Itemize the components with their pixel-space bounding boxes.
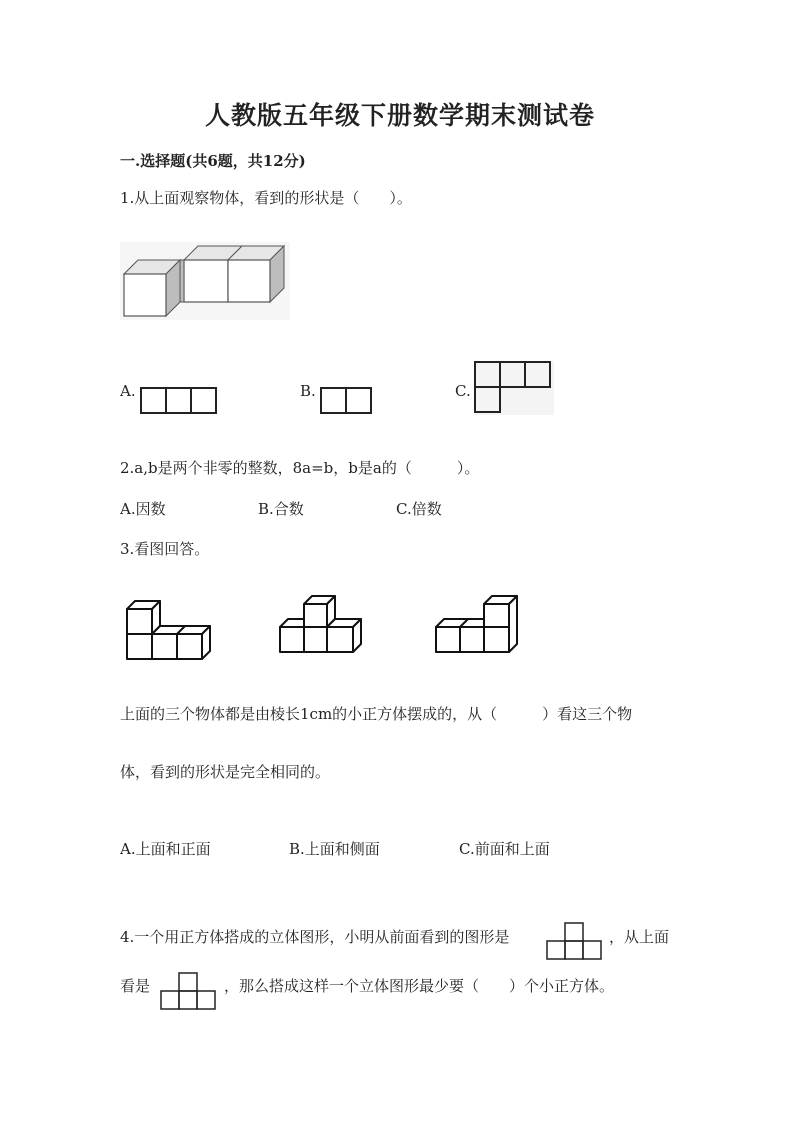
question-1-text: 1.从上面观察物体，看到的形状是（ ）。 (120, 189, 412, 207)
question-1-option-a[interactable]: A. (120, 382, 136, 400)
question-4-front-view-figure (546, 922, 604, 960)
question-4-text-part-4: ，那么搭成这样一个立体图形最少要（ ）个小正方体。 (224, 977, 615, 995)
question-2-option-c[interactable]: C.倍数 (396, 500, 442, 518)
right-cube (228, 260, 270, 302)
middle-cube (184, 260, 228, 302)
question-3-option-b[interactable]: B.上面和侧面 (289, 840, 380, 858)
question-3-figure-2 (277, 592, 367, 658)
front-cube (124, 274, 166, 316)
page-title: 人教版五年级下册数学期末测试卷 (204, 101, 595, 130)
question-1-option-b[interactable]: B. (300, 382, 316, 400)
question-3-figure-3 (433, 592, 523, 658)
question-3-option-a[interactable]: A.上面和正面 (120, 840, 211, 858)
option-c-figure (474, 361, 554, 415)
section-heading: 一.选择题(共6题，共12分) (120, 152, 306, 170)
question-2-option-a[interactable]: A.因数 (120, 500, 166, 518)
question-2-text: 2.a,b是两个非零的整数，8a=b，b是a的（ ）。 (120, 459, 480, 477)
question-2-option-b[interactable]: B.合数 (258, 500, 304, 518)
question-3-figure-1 (124, 598, 216, 662)
option-a-figure (140, 387, 218, 414)
question-3-option-c[interactable]: C.前面和上面 (459, 840, 550, 858)
question-3-line-1: 上面的三个物体都是由棱长1cm的小正方体摆成的，从（ ）看这三个物 (120, 705, 633, 723)
option-b-figure (320, 387, 373, 414)
question-1-option-c[interactable]: C. (455, 382, 471, 400)
question-4-text-part-1: 4.一个用正方体搭成的立体图形，小明从前面看到的图形是 (120, 928, 510, 946)
question-4-text-part-3: 看是 (120, 977, 151, 995)
question-1-cube-figure (120, 242, 290, 320)
question-4-top-view-figure (160, 972, 218, 1010)
question-3-text: 3.看图回答。 (120, 540, 210, 558)
question-3-line-2: 体，看到的形状是完全相同的。 (120, 763, 331, 781)
question-4-text-part-2: ，从上面 (609, 928, 670, 946)
